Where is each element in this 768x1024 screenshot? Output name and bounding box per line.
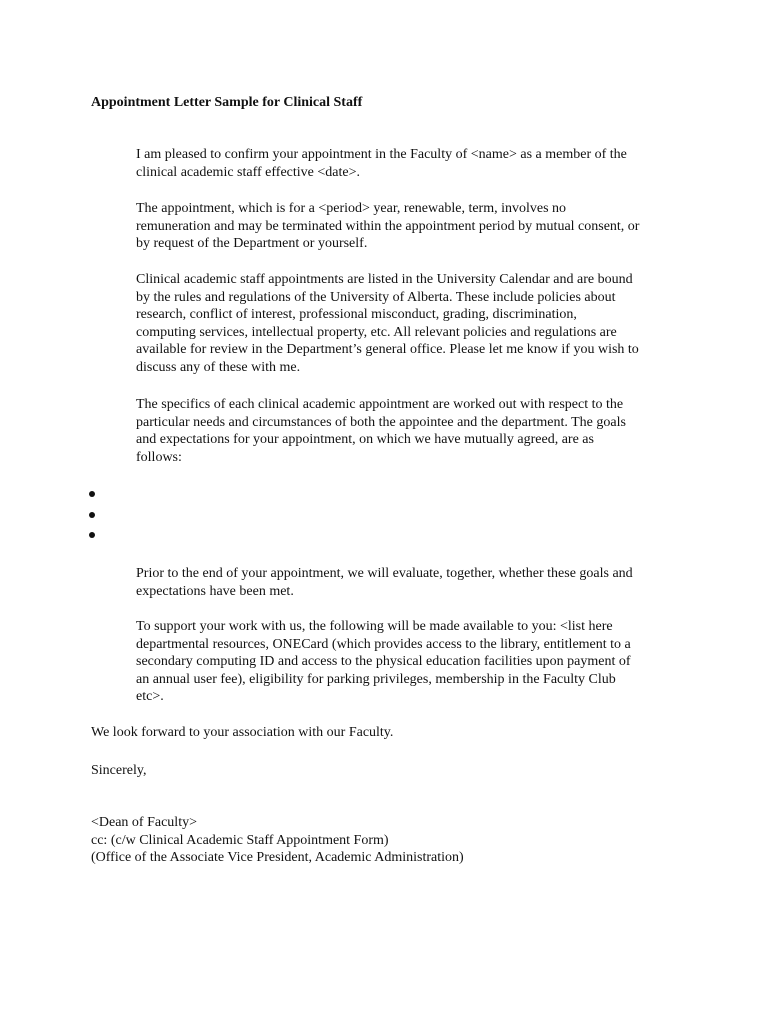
paragraph-text: I am pleased to confirm your appointment in the Faculty of <name> as a member of the clinical academic staff effective <date>. xyxy=(136,147,627,180)
sign-off xyxy=(91,762,691,780)
signature-block xyxy=(91,814,691,867)
closing-text: We look forward to your association with our Faculty. xyxy=(91,725,394,740)
sign-off-text: Sincerely, xyxy=(91,763,147,778)
bullet-icon xyxy=(89,491,95,497)
bullet-icon xyxy=(89,512,95,518)
paragraph-resources xyxy=(136,618,696,706)
document-title: Appointment Letter Sample for Clinical Staff xyxy=(91,95,363,110)
paragraph-policies xyxy=(136,271,696,377)
signature-line-office: (Office of the Associate Vice President, Academic Administration) xyxy=(91,850,464,866)
paragraph-text: Prior to the end of your appointment, we will evaluate, together, whether these goals and expectations have been met. xyxy=(136,566,633,599)
paragraph-confirmation xyxy=(136,146,696,181)
paragraph-text: The specifics of each clinical academic appointment are worked out with respect to the particular needs and circumstances of both the appointee and the department. The goals and expectations for your appointment, on which we have mutually agreed, are as follows: xyxy=(136,397,626,465)
paragraph-text: The appointment, which is for a <period> year, renewable, term, involves no remuneration and may be terminated within the appointment period by mutual consent, or by request of the Department or yourself. xyxy=(136,201,640,252)
signature-line-dean: <Dean of Faculty> xyxy=(91,815,197,830)
bullet-icon xyxy=(89,532,95,538)
paragraph-goals xyxy=(136,396,696,466)
paragraph-evaluation xyxy=(136,565,696,600)
closing-line xyxy=(91,724,691,742)
signature-line-cc: cc: (c/w Clinical Academic Staff Appointment Form) xyxy=(91,832,389,848)
paragraph-text: Clinical academic staff appointments are listed in the University Calendar and are bound by the rules and regulations of the University of Alberta. These include policies about research, conflict of interest, professional misconduct, grading, discrimination, computing services, intellectual property, etc. All relevant policies and regulations are available for review in the Department’s general office. Please let me know if you wish to discuss any of these with me. xyxy=(136,272,639,375)
paragraph-text: To support your work with us, the following will be made available to you: <list here departmental resources, ONECard (which provides access to the library, entitlement to a secondary computing ID and access to the physical education facilities upon payment of an annual user fee), eligibility for parking privileges, membership in the Faculty Club etc>. xyxy=(136,619,631,705)
paragraph-term xyxy=(136,200,696,253)
